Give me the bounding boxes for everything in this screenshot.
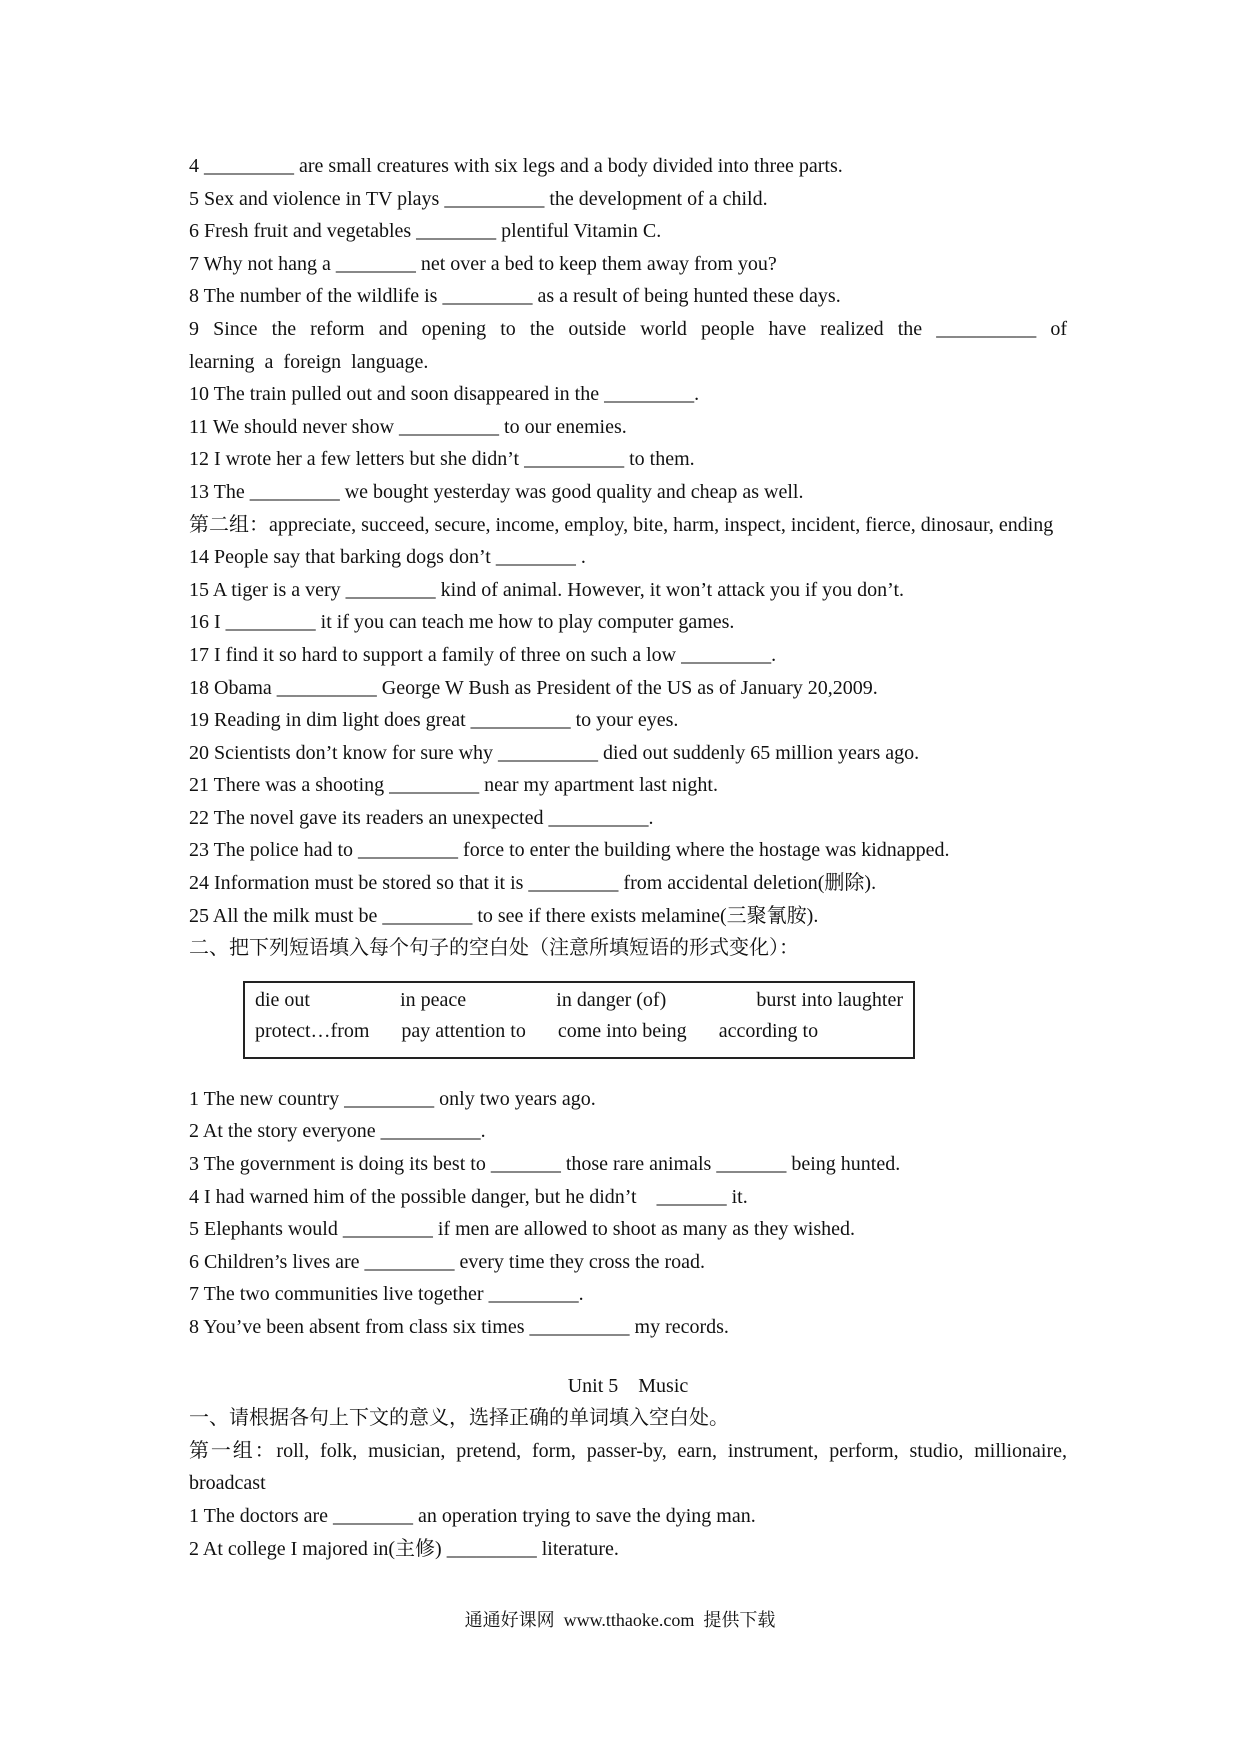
exercise-item: 6 Children’s lives are _________ every time they cross the road. — [189, 1250, 705, 1273]
page-footer: 通通好课网 www.tthaoke.com 提供下载 — [464, 1610, 776, 1630]
phrase: in peace — [400, 988, 467, 1011]
word-bank-group-2: 第二组：appreciate, succeed, secure, income, employ, bite, harm, inspect, incident, fierce, dinosaur, ending — [189, 513, 1054, 536]
exercise-item: 10 The train pulled out and soon disappeared in the _________. — [189, 383, 700, 406]
exercise-item: 22 The novel gave its readers an unexpected __________. — [189, 806, 654, 829]
unit-title: Unit 5 Music — [567, 1374, 689, 1397]
exercise-item: 9 Since the reform and opening to the outside world people have realized the __________ of learning a foreign language. — [189, 317, 1067, 373]
phrase: according to — [718, 1019, 819, 1042]
exercise-item: 25 All the milk must be _________ to see if there exists melamine(三聚氰胺). — [189, 904, 819, 927]
exercise-item: 23 The police had to __________ force to enter the building where the hostage was kidnapped. — [189, 839, 950, 862]
exercise-item: 21 There was a shooting _________ near my apartment last night. — [189, 774, 718, 797]
exercise-item: 5 Elephants would _________ if men are allowed to shoot as many as they wished. — [189, 1218, 855, 1241]
phrase: die out — [255, 988, 310, 1011]
exercise-item: 4 _________ are small creatures with six legs and a body divided into three parts. — [189, 155, 843, 177]
exercise-item: 4 I had warned him of the possible danger, but he didn’t _______ it. — [189, 1185, 748, 1208]
section-heading: 二、把下列短语填入每个句子的空白处（注意所填短语的形式变化）： — [189, 937, 799, 960]
exercise-item: 6 Fresh fruit and vegetables ________ plentiful Vitamin C. — [189, 220, 662, 243]
phrase: burst into laughter — [756, 988, 903, 1011]
exercise-item: 18 Obama __________ George W Bush as President of the US as of January 20,2009. — [189, 676, 878, 699]
exercise-item: 1 The doctors are ________ an operation trying to save the dying man. — [189, 1504, 756, 1527]
exercise-item: 24 Information must be stored so that it is _________ from accidental deletion(删除). — [189, 872, 877, 895]
exercise-item: 17 I find it so hard to support a family of three on such a low _________. — [189, 643, 777, 666]
exercise-item: 8 The number of the wildlife is _________ as a result of being hunted these days. — [189, 285, 841, 308]
page-content — [189, 150, 1067, 1565]
exercise-item: 2 At the story everyone __________. — [189, 1120, 486, 1143]
exercise-item: 7 Why not hang a ________ net over a bed to keep them away from you? — [189, 252, 777, 275]
phrase-row — [255, 985, 903, 1016]
exercise-item: 2 At college I majored in(主修) _________ literature. — [189, 1537, 619, 1560]
section-heading: 一、请根据各句上下文的意义，选择正确的单词填入空白处。 — [189, 1407, 729, 1430]
phrase-box — [243, 981, 915, 1059]
exercise-item: 15 A tiger is a very _________ kind of animal. However, it won’t attack you if you don’t. — [189, 578, 905, 601]
exercise-item: 16 I _________ it if you can teach me how to play computer games. — [189, 611, 735, 634]
exercise-item: 19 Reading in dim light does great __________ to your eyes. — [189, 709, 679, 732]
exercise-item: 12 I wrote her a few letters but she didn’t __________ to them. — [189, 448, 695, 471]
phrase: pay attention to — [401, 1019, 526, 1042]
exercise-item: 13 The _________ we bought yesterday was good quality and cheap as well. — [189, 480, 804, 503]
exercise-item: 8 You’ve been absent from class six times __________ my records. — [189, 1316, 729, 1338]
exercise-item: 7 The two communities live together _________. — [189, 1283, 584, 1306]
exercise-item: 14 People say that barking dogs don’t ________ . — [189, 546, 586, 569]
phrase: in danger (of) — [556, 988, 667, 1011]
exercise-item: 5 Sex and violence in TV plays __________ the development of a child. — [189, 187, 768, 210]
exercise-item: 3 The government is doing its best to _______ those rare animals _______ being hunted. — [189, 1153, 901, 1176]
exercise-item: 11 We should never show __________ to our enemies. — [189, 415, 627, 438]
phrase: come into being — [557, 1019, 687, 1042]
exercise-item: 20 Scientists don’t know for sure why __________ died out suddenly 65 million years ago. — [189, 741, 920, 764]
phrase-box-wrapper — [189, 965, 1067, 1083]
word-bank-group-1: 第一组：roll, folk, musician, pretend, form, passer-by, earn, instrument, perform, studio, millionaire, broadcast — [189, 1439, 1067, 1495]
phrase: protect…from — [255, 1019, 370, 1042]
exercise-item: 1 The new country _________ only two years ago. — [189, 1087, 596, 1110]
phrase-row — [255, 1016, 903, 1047]
